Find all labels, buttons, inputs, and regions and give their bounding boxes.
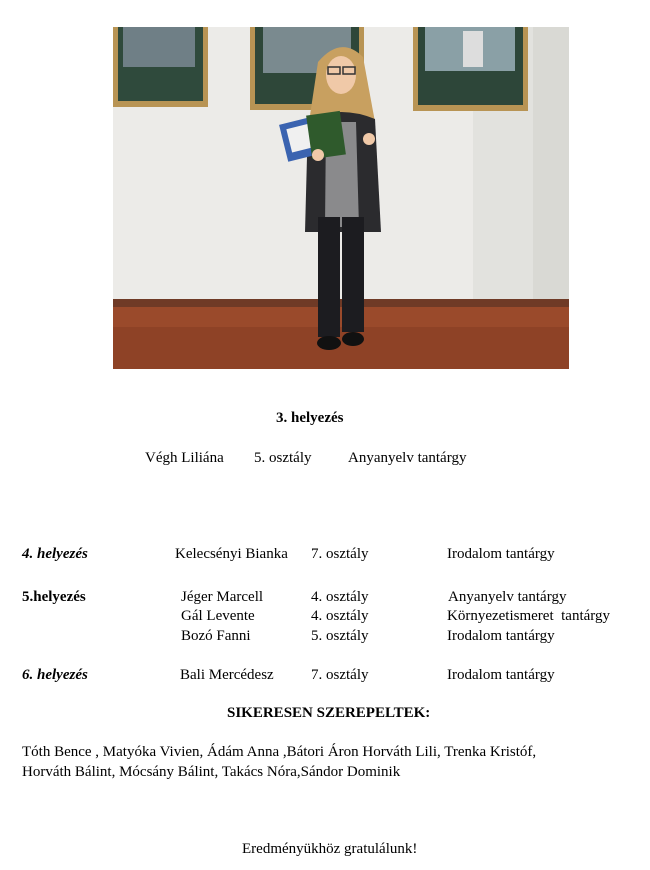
award-photo	[113, 27, 569, 369]
placement-5-class-2: 4. osztály	[311, 608, 369, 624]
placement-4-label: 4. helyezés	[22, 546, 88, 562]
placement-4-class: 7. osztály	[311, 546, 369, 562]
placement-4-name: Kelecsényi Bianka	[175, 546, 288, 562]
placement-5-subject-1: Anyanyelv tantárgy	[448, 589, 567, 605]
placement-5-name-1: Jéger Marcell	[181, 589, 264, 605]
successful-heading: SIKERESEN SZEREPELTEK:	[227, 705, 431, 721]
wall-frame-left	[113, 27, 208, 107]
placement-6-subject: Irodalom tantárgy	[447, 667, 555, 683]
placement-5-class-3: 5. osztály	[311, 628, 369, 644]
third-place-name: Végh Liliána	[145, 450, 224, 466]
placement-5-class-1: 4. osztály	[311, 589, 369, 605]
third-place-class: 5. osztály	[254, 450, 312, 466]
photo-illustration	[113, 27, 569, 369]
placement-6-name: Bali Mercédesz	[180, 667, 274, 683]
third-place-heading: 3. helyezés	[276, 410, 344, 426]
placement-6-class: 7. osztály	[311, 667, 369, 683]
placement-5-subject-2: Környezetismeret tantárgy	[447, 608, 610, 624]
successful-names-line-2: Horváth Bálint, Mócsány Bálint, Takács Nóra,Sándor Dominik	[22, 764, 401, 780]
placement-5-name-2: Gál Levente	[181, 608, 255, 624]
wall-frame-right	[413, 27, 528, 111]
placement-5-subject-3: Irodalom tantárgy	[447, 628, 555, 644]
closing-congratulations: Eredményükhöz gratulálunk!	[242, 841, 418, 857]
successful-names-line-1: Tóth Bence , Matyóka Vivien, Ádám Anna ,Bátori Áron Horváth Lili, Trenka Kristóf,	[22, 744, 537, 760]
placement-6-label: 6. helyezés	[22, 667, 88, 683]
placement-5-name-3: Bozó Fanni	[181, 628, 251, 644]
third-place-subject: Anyanyelv tantárgy	[348, 450, 467, 466]
placement-5-label: 5.helyezés	[22, 589, 86, 605]
placement-4-subject: Irodalom tantárgy	[447, 546, 555, 562]
